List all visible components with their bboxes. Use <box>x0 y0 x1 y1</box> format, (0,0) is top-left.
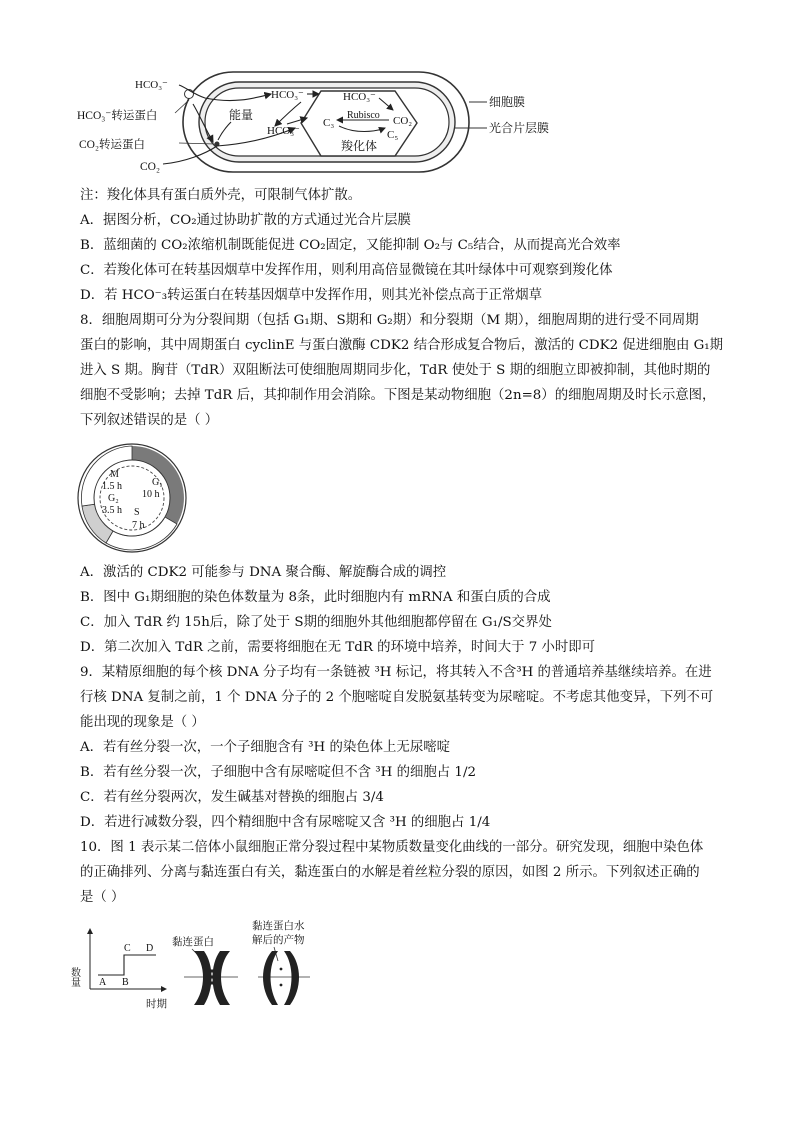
point-b-label: B <box>122 977 129 988</box>
hco3-carboxysome-label: HCO₃⁻ <box>343 91 376 103</box>
x-axis-label: 时期 <box>146 999 167 1010</box>
hco3-outside-label: HCO₃⁻ <box>135 79 168 91</box>
hco3-lower-label: HCO₃⁻ <box>267 125 300 137</box>
q9-option-a: A．若有丝分裂一次，一个子细胞含有 ³H 的染色体上无尿嘧啶 <box>80 740 450 755</box>
q8-option-d: D．第二次加入 TdR 之前，需要将细胞在无 TdR 的环境中培养，时间大于 7 小时即可 <box>80 640 596 655</box>
q9-stem-line-1: 9．某精原细胞的每个核 DNA 分子均有一条链被 ³H 标记，将其转入不含³H 的普通培养基继续培养。在进 <box>80 665 712 680</box>
q8-option-b: B．图中 G₁期细胞的染色体数量为 8条，此时细胞内有 mRNA 和蛋白质的合成 <box>80 590 551 605</box>
q7-option-c: C．若羧化体可在转基因烟草中发挥作用，则利用高倍显微镜在其叶绿体中可观察到羧化体 <box>80 263 613 278</box>
c3-label: C₃ <box>323 117 335 129</box>
q8-stem-line-5: 下列叙述错误的是（ ） <box>80 413 219 428</box>
cyanobacteria-ccm-figure <box>75 68 550 180</box>
point-a-label: A <box>99 977 107 988</box>
quantity-curve <box>98 955 156 975</box>
point-c-label: C <box>124 943 131 954</box>
carboxysome-label: 羧化体 <box>341 139 378 153</box>
y-axis-label: 数量 <box>68 967 80 987</box>
m-time-label: 1.5 h <box>102 481 122 492</box>
q8-stem-line-2: 蛋白的影响，其中周期蛋白 cyclinE 与蛋白激酶 CDK2 结合形成复合物后，激活的 CDK2 促进细胞由 G₁期 <box>80 338 724 353</box>
cell-membrane-label: 细胞膜 <box>489 95 526 109</box>
cell-cycle-figure <box>74 440 190 556</box>
q8-option-a: A．激活的 CDK2 可能参与 DNA 聚合酶、解旋酶合成的调控 <box>80 565 447 580</box>
q8-stem-line-3: 进入 S 期。胸苷（TdR）双阻断法可使细胞周期同步化，TdR 使处于 S 期的细胞立即被抑制，其他时期的 <box>80 363 711 378</box>
q7-option-b: B．蓝细菌的 CO₂浓缩机制既能促进 CO₂固定，又能抑制 O₂与 C₅结合，从而提高光合效率 <box>80 238 621 253</box>
g2-label: G₂ <box>108 493 119 504</box>
q9-option-c: C．若有丝分裂两次，发生碱基对替换的细胞占 3/4 <box>80 790 384 805</box>
q8-stem-line-4: 细胞不受影响；去掉 TdR 后，其抑制作用会消除。下图是某动物细胞（2n=8）的细胞周期及时长示意图， <box>80 388 716 403</box>
q9-stem-line-3: 能出现的现象是（ ） <box>80 715 205 730</box>
point-d-label: D <box>146 943 154 954</box>
thylakoid-membrane-label: 光合片层膜 <box>489 121 550 135</box>
q8-option-c: C．加入 TdR 约 15h后，除了处于 S期的细胞外其他细胞都停留在 G₁/S交界处 <box>80 615 552 630</box>
q9-stem-line-2: 行核 DNA 复制之前，1 个 DNA 分子的 2 个胞嘧啶自发脱氨基转变为尿嘧啶。不考虑其他变异，下列不可 <box>80 690 714 705</box>
q9-option-d: D．若进行减数分裂，四个精细胞中含有尿嘧啶又含 ³H 的细胞占 1/4 <box>80 815 491 830</box>
separated-chromatid-left <box>263 951 278 1005</box>
q10-stem-line-1: 10．图 1 表示某二倍体小鼠细胞正常分裂过程中某物质数量变化曲线的一部分。研究发现，细胞中染色体 <box>80 840 704 855</box>
product-label-line-2: 解后的产物 <box>252 935 305 946</box>
c5-label: C₅ <box>387 129 399 141</box>
g2-time-label: 3.5 h <box>102 505 122 516</box>
rubisco-label: Rubisco <box>347 110 380 121</box>
q7-option-a: A．据图分析，CO₂通过协助扩散的方式通过光合片层膜 <box>80 213 411 228</box>
figure-note: 注：羧化体具有蛋白质外壳，可限制气体扩散。 <box>80 188 362 203</box>
s-label: S <box>134 507 140 518</box>
cohesin-figure <box>68 915 322 1011</box>
hco3-cytoplasm-label: HCO₃⁻ <box>271 89 304 101</box>
q10-stem-line-2: 的正确排列、分离与黏连蛋白有关，黏连蛋白的水解是着丝粒分裂的原因，如图 2 所示。下列叙述正确的 <box>80 865 700 880</box>
s-time-label: 7 h <box>132 520 145 531</box>
energy-label: 能量 <box>229 108 254 122</box>
g1-label: G₁ <box>152 477 163 488</box>
separated-chromatid-right <box>284 951 299 1005</box>
hco3-transporter-label: HCO₃⁻转运蛋白 <box>77 110 158 122</box>
q8-stem-line-1: 8．细胞周期可分为分裂间期（包括 G₁期、S期和 G₂期）和分裂期（M 期），细胞周期的进行受不同周期 <box>80 313 699 328</box>
co2-carboxysome-label: CO₂ <box>393 115 413 127</box>
g1-time-label: 10 h <box>142 489 160 500</box>
m-label: M <box>110 469 119 480</box>
product-label-line-1: 黏连蛋白水 <box>252 921 305 932</box>
q10-stem-line-3: 是（ ） <box>80 890 125 905</box>
chromatid-left <box>194 951 212 1005</box>
chromatid-right <box>213 951 231 1005</box>
q9-option-b: B．若有丝分裂一次，子细胞中含有尿嘧啶但不含 ³H 的细胞占 1/2 <box>80 765 476 780</box>
cohesin-label: 黏连蛋白 <box>172 937 214 948</box>
co2-transporter-label: CO₂转运蛋白 <box>79 139 145 151</box>
q7-option-d: D．若 HCO⁻₃转运蛋白在转基因烟草中发挥作用，则其光补偿点高于正常烟草 <box>80 288 543 303</box>
co2-outside-label: CO₂ <box>140 161 160 173</box>
